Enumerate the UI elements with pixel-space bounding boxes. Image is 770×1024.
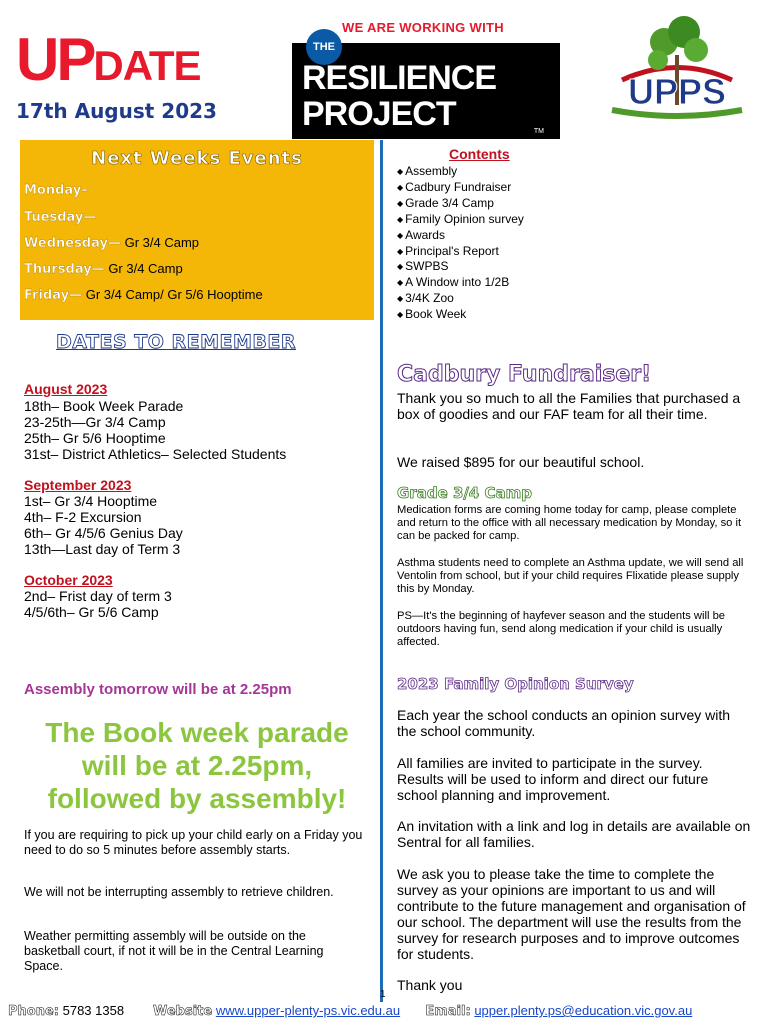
assembly-time-note: Assembly tomorrow will be at 2.25pm: [24, 681, 292, 698]
phone-number: 5783 1358: [62, 1003, 125, 1018]
camp-hayfever-paragraph: PS—It's the beginning of hayfever season and the students will be outdoors having fun, send along medication if your child is usually affected.: [397, 610, 726, 648]
assembly-location-paragraph: Weather permitting assembly will be outside on the basketball court, if not it will be in the Central Learning Space.: [24, 929, 324, 973]
survey-intro-paragraph: Each year the school conducts an opinion survey with the school community.: [397, 707, 731, 739]
event-row-monday: Monday–: [24, 183, 88, 198]
date-item: 23-25th—Gr 3/4 Camp: [24, 414, 166, 430]
survey-sentral-paragraph: An invitation with a link and log in details are available on Sentral for all families.: [397, 818, 751, 850]
column-divider: [380, 140, 383, 1002]
book-week-parade-banner: The Book week parade will be at 2.25pm, followed by assembly!: [45, 717, 349, 814]
trademark-mark: TM: [533, 128, 544, 135]
footer-contact: [8, 1003, 692, 1019]
next-week-events-box: [20, 140, 374, 320]
date-item: 2nd– Frist day of term 3: [24, 588, 172, 604]
website-link[interactable]: www.upper-plenty-ps.vic.edu.au: [215, 1003, 401, 1018]
date-item: 4th– F-2 Excursion: [24, 509, 142, 525]
the-badge: THE: [306, 29, 342, 65]
camp-medication-paragraph: Medication forms are coming home today for camp, please complete and return to the office with all necessary medication by Monday, so it can be packed for camp.: [397, 504, 742, 542]
date-item: 18th– Book Week Parade: [24, 398, 184, 414]
survey-request-paragraph: We ask you to please take the time to complete the survey as your opinions are important to us and will contribute to the future management and organisation of our school. The department will use the results from the survey for research purposes and to improve outcomes for students.: [397, 866, 746, 962]
contents-item: ◆ Assembly: [397, 164, 524, 180]
date-item: 13th—Last day of Term 3: [24, 541, 181, 557]
contents-item: ◆ Family Opinion survey: [397, 212, 524, 228]
contents-item: ◆ Book Week: [397, 307, 524, 323]
date-item: 1st– Gr 3/4 Hooptime: [24, 493, 158, 509]
email-label: Email:: [425, 1004, 471, 1019]
survey-thanks: Thank you: [397, 977, 463, 993]
month-heading-october: October 2023: [24, 572, 113, 588]
month-heading-august: August 2023: [24, 381, 108, 397]
grade-34-camp-title: Grade 3/4 Camp: [397, 484, 533, 502]
project-word: PROJECT: [302, 95, 456, 133]
date-item: 31st– District Athletics– Selected Students: [24, 446, 287, 462]
event-row-friday: Friday— Gr 3/4 Camp/ Gr 5/6 Hooptime: [24, 287, 263, 303]
date-item: 25th– Gr 5/6 Hooptime: [24, 430, 166, 446]
september-dates-list: [24, 493, 183, 557]
october-dates-list: [24, 588, 172, 620]
newsletter-date: 17th August 2023: [16, 99, 217, 123]
survey-invite-paragraph: All families are invited to participate in the survey. Results will be used to inform and direct our future school planning and improvement.: [397, 755, 709, 803]
email-link[interactable]: upper.plenty.ps@education.vic.gov.au: [474, 1003, 693, 1018]
cadbury-fundraiser-title: Cadbury Fundraiser!: [397, 362, 652, 387]
phone-label: Phone:: [8, 1004, 59, 1019]
cadbury-raised-paragraph: We raised $895 for our beautiful school.: [397, 454, 645, 470]
early-pickup-paragraph: If you are requiring to pick up your child early on a Friday you need to do so 5 minutes before assembly starts.: [24, 828, 363, 857]
events-title: Next Weeks Events: [91, 148, 303, 169]
resilience-project-logo: [292, 16, 562, 135]
working-with-label: WE ARE WORKING WITH: [342, 20, 504, 35]
contents-title: Contents: [449, 146, 510, 162]
contents-item: ◆ SWPBS: [397, 259, 524, 275]
newsletter-logo: UPDATE: [16, 26, 201, 93]
resilience-word: RESILIENCE: [302, 59, 497, 97]
contents-item: ◆ Awards: [397, 228, 524, 244]
svg-text:UPPS: UPPS: [627, 71, 727, 112]
contents-item: ◆ Cadbury Fundraiser: [397, 180, 524, 196]
contents-list: [397, 164, 524, 323]
dates-to-remember-title: DATES TO REMEMBER: [56, 331, 296, 353]
school-logo: [592, 10, 762, 125]
event-row-wednesday: Wednesday— Gr 3/4 Camp: [24, 235, 200, 251]
cadbury-thanks-paragraph: Thank you so much to all the Families that purchased a box of goodies and our FAF team for all their time.: [397, 390, 741, 422]
camp-asthma-paragraph: Asthma students need to complete an Asthma update, we will send all Ventolin from school, but if your child requires Flixatide please supply this by Monday.: [397, 557, 744, 595]
contents-item: ◆ Principal's Report: [397, 244, 524, 260]
contents-item: ◆ 3/4K Zoo: [397, 291, 524, 307]
event-row-thursday: Thursday— Gr 3/4 Camp: [24, 261, 183, 277]
contents-item: ◆ Grade 3/4 Camp: [397, 196, 524, 212]
resilience-logo-box: [292, 43, 560, 139]
family-opinion-survey-title: 2023 Family Opinion Survey: [397, 675, 634, 693]
no-interruption-paragraph: We will not be interrupting assembly to retrieve children.: [24, 885, 334, 899]
month-heading-september: September 2023: [24, 477, 132, 493]
page-number: 1: [380, 989, 386, 1000]
event-row-tuesday: Tuesday—: [24, 210, 97, 225]
date-item: 4/5/6th– Gr 5/6 Camp: [24, 604, 159, 620]
date-item: 6th– Gr 4/5/6 Genius Day: [24, 525, 183, 541]
august-dates-list: [24, 398, 286, 462]
contents-item: ◆ A Window into 1/2B: [397, 275, 524, 291]
website-label: Website: [152, 1004, 213, 1019]
